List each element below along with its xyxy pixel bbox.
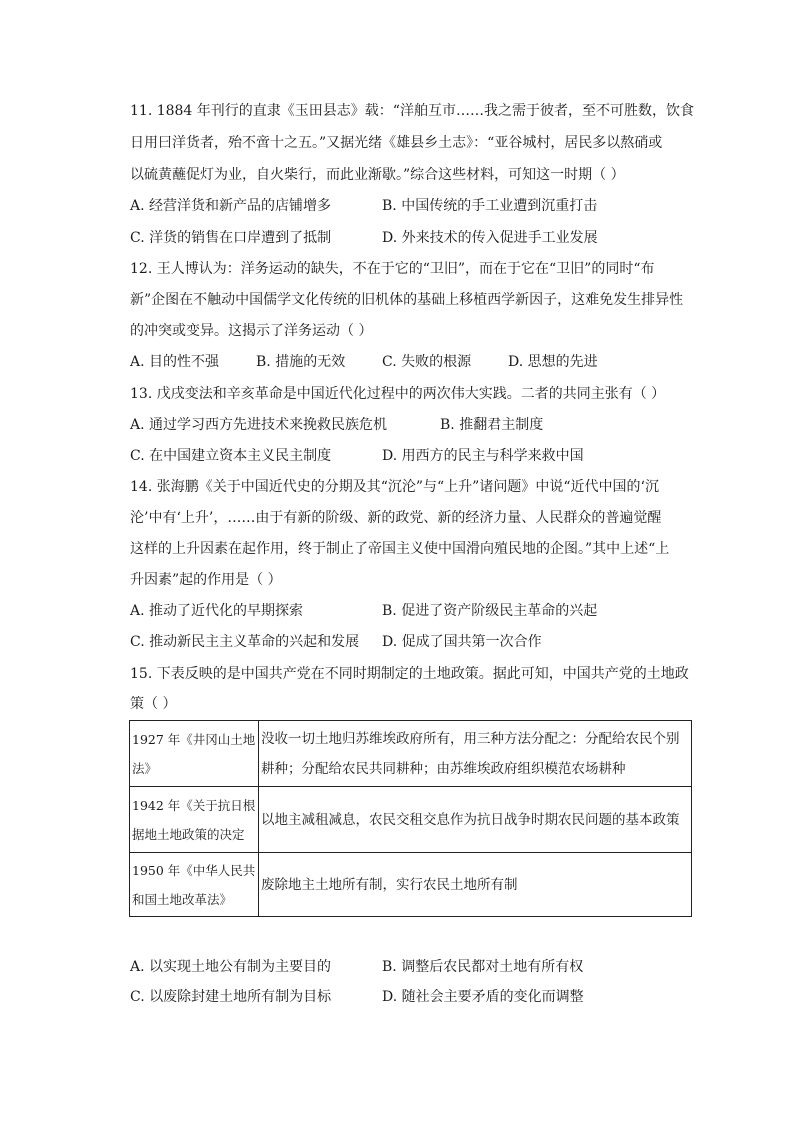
q15-line-1: 15. 下表反映的是中国共产党在不同时期制定的土地政策。据此可知，中国共产党的土地政 [130,666,689,682]
q14-option-c: C. 推动新民主主义革命的兴起和发展 [130,634,360,650]
q14-line-2: 沦’中有‘上升’，……由于有新的阶级、新的政党、新的经济力量、人民群众的普遍觉醒 [130,510,662,526]
q12-option-d: D. 思想的先进 [508,354,598,370]
table-row [130,787,692,853]
q13-option-a: A. 通过学习西方先进技术来挽救民族危机 [130,417,388,433]
q12-line-1: 12. 王人博认为：洋务运动的缺失，不在于它的“卫旧”，而在于它在“卫旧”的同时“布 [130,261,655,277]
table-cell-policy: 没收一切土地归苏维埃政府所有，用三种方法分配之：分配给农民个别 耕种；分配给农民共同耕种；由苏维埃政府组织模范农场耕种 [259,721,692,787]
q14-line-4: 升因素”起的作用是（ ） [130,572,282,588]
q11-option-a: A. 经营洋货和新产品的店铺增多 [130,198,332,214]
q11-line-1: 11. 1884 年刊行的直隶《玉田县志》载：“洋舶互市……我之需于彼者，至不可胜数，饮食 [130,103,694,119]
q12-line-2: 新”企图在不触动中国儒学文化传统的旧机体的基础上移植西学新因子，这难免发生排异性 [130,292,684,308]
table-cell-policy: 以地主减租减息，农民交租交息作为抗日战争时期农民问题的基本政策 [259,787,692,853]
q11-line-3: 以硫黄蘸促灯为业，自火柴行，而此业渐歇。”综合这些材料，可知这一时期（ ） [130,167,625,183]
q15-option-a: A. 以实现土地公有制为主要目的 [130,959,332,975]
table-row [130,853,692,917]
q14-line-1: 14. 张海鹏《关于中国近代史的分期及其“沉沦”与“上升”诸问题》中说“近代中国的‘沉 [130,479,659,495]
q11-option-b: B. 中国传统的手工业遭到沉重打击 [382,198,598,214]
q15-option-c: C. 以废除封建土地所有制为目标 [130,989,332,1005]
q13-option-d: D. 用西方的民主与科学来救中国 [382,448,584,464]
q13-line-1: 13. 戊戌变法和辛亥革命是中国近代化过程中的两次伟大实践。二者的共同主张有（ ） [130,386,666,402]
table-cell-policy: 废除地主土地所有制，实行农民土地所有制 [259,853,692,917]
q14-option-b: B. 促进了资产阶级民主革命的兴起 [382,603,598,619]
table-cell-year: 1942 年《关于抗日根 据地土地政策的决定 [130,787,259,853]
q15-line-2: 策（ ） [130,696,177,712]
table-row [130,721,692,787]
land-policy-table [129,720,692,917]
q12-option-b: B. 措施的无效 [256,354,346,370]
q14-option-a: A. 推动了近代化的早期探索 [130,603,304,619]
q15-option-b: B. 调整后农民都对土地有所有权 [382,959,584,975]
table-cell-year: 1950 年《中华人民共 和国土地改革法》 [130,853,259,917]
q14-option-d: D. 促成了国共第一次合作 [382,634,542,650]
q11-line-2: 日用曰洋货者，殆不啻十之五。”又据光绪《雄县乡土志》：“亚谷城村，居民多以熬硝或 [130,135,663,151]
q12-option-c: C. 失败的根源 [382,354,472,370]
q11-option-d: D. 外来技术的传入促进手工业发展 [382,230,598,246]
q11-option-c: C. 洋货的销售在口岸遭到了抵制 [130,230,332,246]
q12-line-3: 的冲突或变异。这揭示了洋务运动（ ） [130,323,373,339]
q14-line-3: 这样的上升因素在起作用，终于制止了帝国主义使中国滑向殖民地的企图。”其中上述“上 [130,541,670,557]
q15-option-d: D. 随社会主要矛盾的变化而调整 [382,989,584,1005]
q13-option-c: C. 在中国建立资本主义民主制度 [130,448,332,464]
q13-option-b: B. 推翻君主制度 [440,417,544,433]
table-cell-year: 1927 年《井冈山土地 法》 [130,721,259,787]
q12-option-a: A. 目的性不强 [130,354,220,370]
